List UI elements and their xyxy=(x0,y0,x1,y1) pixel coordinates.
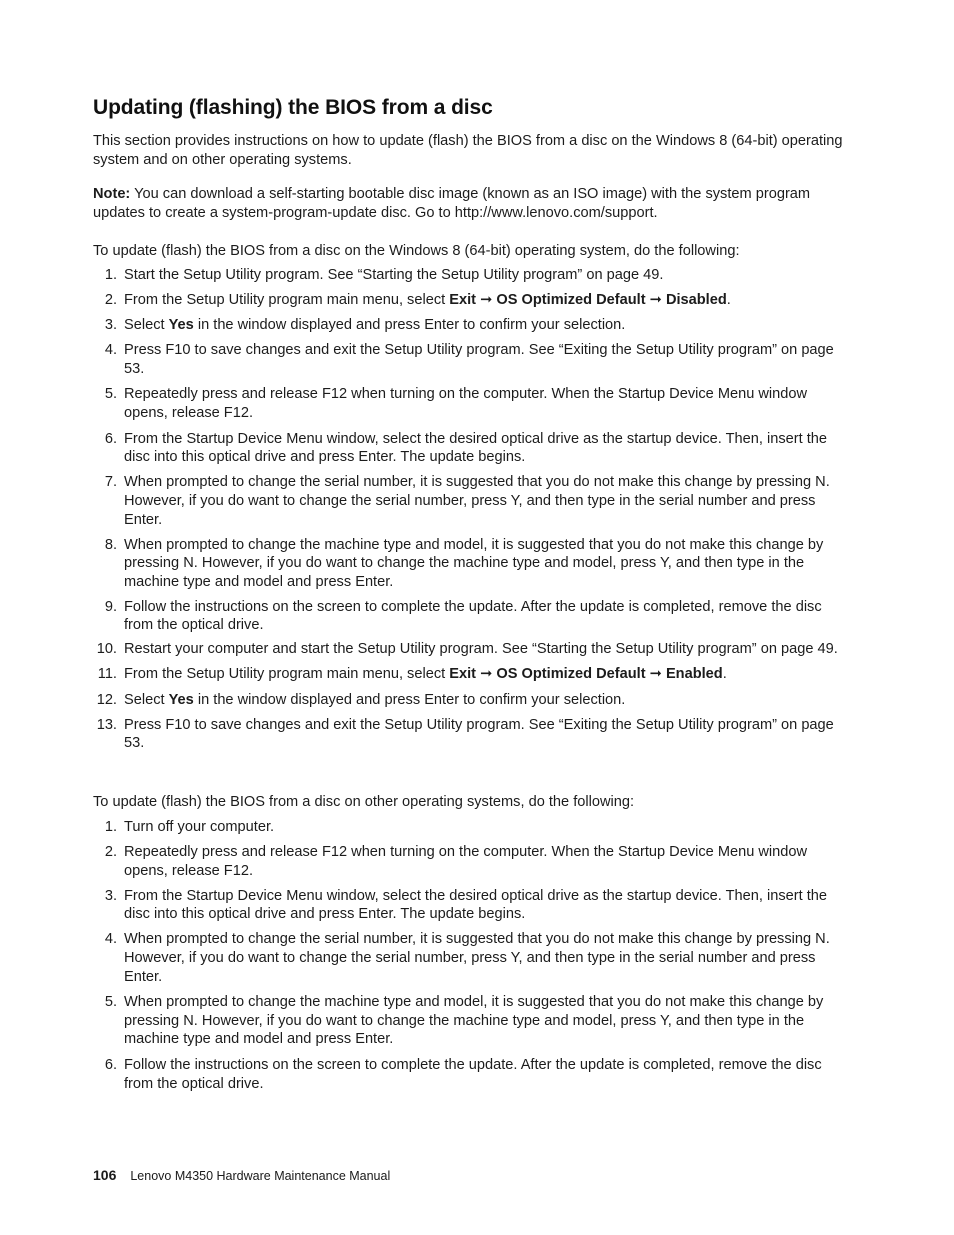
step-text: Turn off your computer. xyxy=(124,819,275,835)
step-text-pre: Select xyxy=(124,691,169,708)
list-item xyxy=(93,691,853,710)
win8-lead: To update (flash) the BIOS from a disc on the Windows 8 (64-bit) operating system, do the following: xyxy=(93,243,740,259)
step-text: Start the Setup Utility program. See “Starting the Setup Utility program” on page 49. xyxy=(124,267,664,283)
step-number: 1. xyxy=(104,267,117,283)
arrow-icon: ➞ xyxy=(649,291,662,308)
list-item xyxy=(93,640,853,659)
step-number: 7. xyxy=(104,474,117,491)
step-text-pre: From the Setup Utility program main menu, select xyxy=(124,291,450,308)
step-number: 12. xyxy=(96,691,117,708)
note-paragraph xyxy=(93,185,853,222)
menu-setting-value: Enabled xyxy=(665,666,723,683)
page-number: 106 xyxy=(93,1167,117,1183)
step-text: Press F10 to save changes and exit the Setup Utility program. See “Exiting the Setup Utility program” on page 53. xyxy=(124,342,834,377)
step-number: 3. xyxy=(104,316,117,333)
step-text: When prompted to change the serial number, it is suggested that you do not make this change by pressing N. However, if you do want to change the serial number, press Y, and then type in the serial number and press Enter. xyxy=(124,474,830,528)
list-item xyxy=(93,665,853,684)
step-number: 8. xyxy=(104,536,117,553)
step-text xyxy=(124,692,625,708)
footer-title: Lenovo M4350 Hardware Maintenance Manual xyxy=(130,1169,391,1183)
step-text: Follow the instructions on the screen to complete the update. After the update is completed, remove the disc from the optical drive. xyxy=(124,598,822,634)
bold-option: Exit xyxy=(449,666,477,683)
arrow-icon: ➞ xyxy=(480,666,493,683)
step-text-pre: Select xyxy=(124,316,169,333)
step-text-post: in the window displayed and press Enter to confirm your selection. xyxy=(193,316,626,333)
list-item xyxy=(93,266,853,285)
other-lead: To update (flash) the BIOS from a disc on other operating systems, do the following: xyxy=(93,794,635,810)
step-text-post: . xyxy=(726,291,731,308)
step-number: 6. xyxy=(104,430,117,447)
list-item xyxy=(93,716,853,753)
step-number: 2. xyxy=(104,291,117,308)
list-item xyxy=(93,993,853,1049)
note-text: You can download a self-starting bootable disc image (known as an ISO image) with the system program updates to create a system-program-update disc. Go to http://www.lenovo.com/support. xyxy=(93,186,811,221)
step-number: 13. xyxy=(96,716,117,733)
step-text: From the Startup Device Menu window, select the desired optical drive as the startup device. Then, insert the disc into this optical drive and press Enter. The update begins. xyxy=(124,430,828,466)
list-item xyxy=(93,291,853,310)
bold-option: Yes xyxy=(168,691,194,708)
arrow-icon: ➞ xyxy=(480,291,493,308)
step-text-post: . xyxy=(722,666,727,683)
list-item xyxy=(93,843,853,880)
step-number: 2. xyxy=(104,843,117,860)
bold-option: Exit xyxy=(449,291,477,308)
bold-option: Yes xyxy=(168,316,194,333)
menu-setting-value: Disabled xyxy=(665,291,727,308)
note-label: Note: xyxy=(93,186,131,202)
intro-paragraph: This section provides instructions on how to update (flash) the BIOS from a disc on the Windows 8 (64-bit) operating system and on other operating systems. xyxy=(93,133,843,168)
step-text xyxy=(124,666,727,682)
arrow-icon: ➞ xyxy=(649,666,662,683)
step-text-pre: From the Setup Utility program main menu, select xyxy=(124,666,450,683)
list-item xyxy=(93,930,853,986)
list-item xyxy=(93,536,853,592)
page-title: Updating (flashing) the BIOS from a disc xyxy=(93,96,493,119)
step-number: 10. xyxy=(96,641,117,658)
step-number: 11. xyxy=(97,666,117,683)
list-item xyxy=(93,887,853,924)
page-footer xyxy=(93,1167,390,1183)
step-number: 4. xyxy=(104,931,117,948)
step-text: Follow the instructions on the screen to complete the update. After the update is completed, remove the disc from the optical drive. xyxy=(124,1056,822,1092)
step-number: 5. xyxy=(104,386,117,403)
step-text xyxy=(124,317,625,333)
step-text: Repeatedly press and release F12 when turning on the computer. When the Startup Device Menu window opens, release F12. xyxy=(124,843,808,879)
step-text: From the Startup Device Menu window, select the desired optical drive as the startup device. Then, insert the disc into this optical drive and press Enter. The update begins. xyxy=(124,887,828,923)
list-item xyxy=(93,430,853,467)
list-item xyxy=(93,316,853,335)
list-item xyxy=(93,473,853,529)
step-number: 9. xyxy=(104,598,117,615)
list-item xyxy=(93,385,853,422)
menu-os-optimized-label: OS Optimized Default xyxy=(496,666,646,683)
step-number: 6. xyxy=(104,1056,117,1073)
menu-os-optimized-label: OS Optimized Default xyxy=(496,291,646,308)
step-number: 4. xyxy=(104,342,117,359)
step-text: When prompted to change the machine type and model, it is suggested that you do not make this change by pressing N. However, if you do want to change the machine type and model, press Y, and then type in the machine type and model and press Enter. xyxy=(124,536,824,590)
step-text: Press F10 to save changes and exit the Setup Utility program. See “Exiting the Setup Utility program” on page 53. xyxy=(124,716,834,752)
other-steps-list xyxy=(93,818,853,1100)
step-text: When prompted to change the serial number, it is suggested that you do not make this change by pressing N. However, if you do want to change the serial number, press Y, and then type in the serial number and press Enter. xyxy=(124,931,830,985)
win8-steps-list xyxy=(93,266,853,759)
step-number: 3. xyxy=(104,887,117,904)
step-text: When prompted to change the machine type and model, it is suggested that you do not make this change by pressing N. However, if you do want to change the machine type and model, press Y, and then type in the machine type and model and press Enter. xyxy=(124,994,824,1048)
list-item xyxy=(93,341,853,378)
step-number: 1. xyxy=(104,819,117,835)
list-item xyxy=(93,598,853,635)
step-number: 5. xyxy=(104,994,117,1011)
list-item xyxy=(93,1056,853,1093)
step-text: Repeatedly press and release F12 when turning on the computer. When the Startup Device Menu window opens, release F12. xyxy=(124,386,808,421)
step-text-post: in the window displayed and press Enter to confirm your selection. xyxy=(193,691,626,708)
list-item xyxy=(93,818,853,837)
step-text: Restart your computer and start the Setup Utility program. See “Starting the Setup Utility program” on page 49. xyxy=(124,641,838,658)
step-text xyxy=(124,292,731,308)
